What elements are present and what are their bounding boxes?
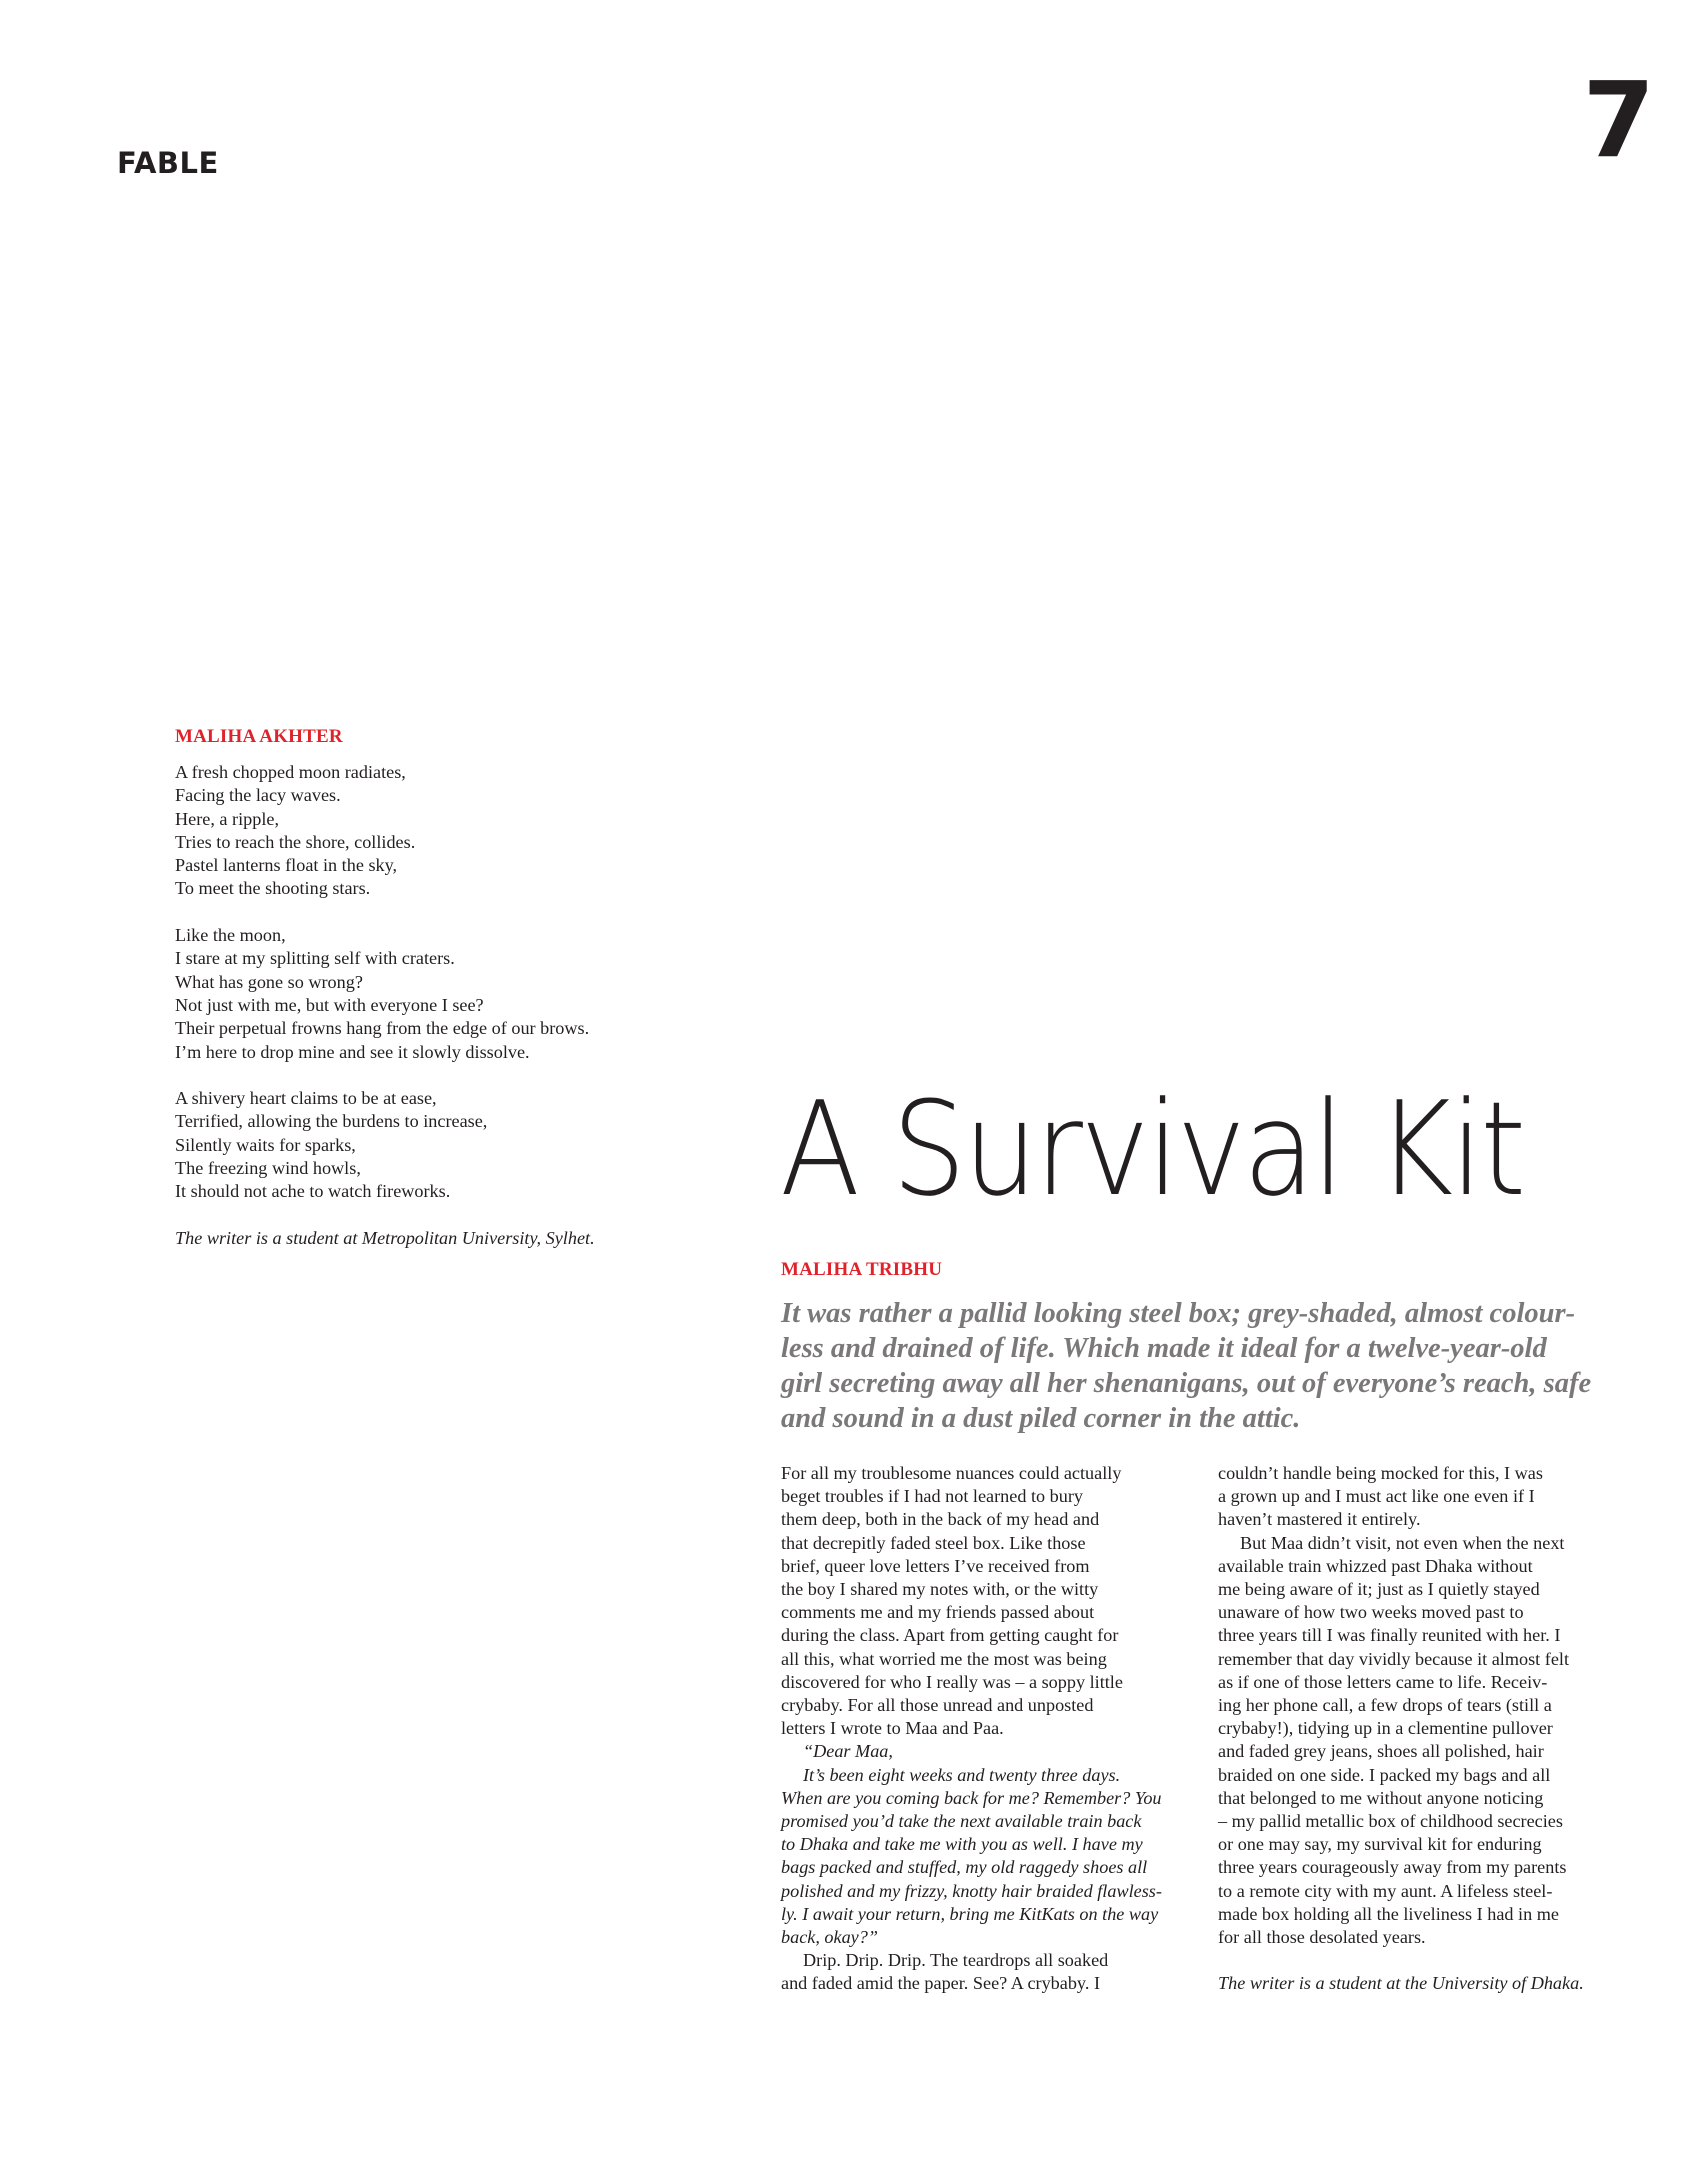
poem-line: Their perpetual frowns hang from the edge of our brows. xyxy=(175,1018,590,1039)
body-line: haven’t mastered it entirely. xyxy=(1218,1509,1421,1530)
body-line: for all those desolated years. xyxy=(1218,1927,1426,1948)
body-line: a grown up and I must act like one even if I xyxy=(1218,1486,1535,1507)
poem-line: Pastel lanterns float in the sky, xyxy=(175,855,398,876)
poem-line: Like the moon, xyxy=(175,925,286,946)
body-line: them deep, both in the back of my head and xyxy=(781,1509,1100,1530)
poem-author-note: The writer is a student at Metropolitan University, Sylhet. xyxy=(175,1227,595,1248)
body-line: comments me and my friends passed about xyxy=(781,1602,1095,1623)
poem-line: Silently waits for sparks, xyxy=(175,1134,356,1155)
body-line: braided on one side. I packed my bags and all xyxy=(1218,1764,1551,1785)
deck-line: and sound in a dust piled corner in the attic. xyxy=(781,1403,1301,1434)
body-line: But Maa didn’t visit, not even when the next xyxy=(1240,1532,1565,1553)
body-line: When are you coming back for me? Remember? You xyxy=(781,1787,1162,1808)
body-line: that decrepitly faded steel box. Like those xyxy=(781,1532,1086,1553)
deck-line: less and drained of life. Which made it ideal for a twelve-year-old xyxy=(781,1333,1547,1364)
body-line: and faded grey jeans, shoes all polished, hair xyxy=(1218,1741,1544,1762)
body-line: remember that day vividly because it almost felt xyxy=(1218,1648,1570,1669)
paragraph-gap xyxy=(1218,1949,1638,1972)
poem-line: Here, a ripple, xyxy=(175,808,280,829)
body-line: – my pallid metallic box of childhood secrecies xyxy=(1218,1811,1563,1832)
body-line: during the class. Apart from getting caught for xyxy=(781,1625,1119,1646)
body-line: polished and my frizzy, knotty hair braided flawless- xyxy=(781,1880,1162,1901)
body-line: me being aware of it; just as I quietly stayed xyxy=(1218,1579,1540,1600)
poem-line: To meet the shooting stars. xyxy=(175,878,371,899)
body-line: made box holding all the liveliness I had in me xyxy=(1218,1903,1559,1924)
body-line: promised you’d take the next available train back xyxy=(781,1811,1142,1832)
poem-body xyxy=(175,761,715,1204)
poem-author: MALIHA AKHTER xyxy=(175,726,343,747)
body-line: back, okay?” xyxy=(781,1927,878,1948)
body-line: For all my troublesome nuances could actually xyxy=(781,1463,1122,1483)
poem-line: Tries to reach the shore, collides. xyxy=(175,831,416,852)
body-line: discovered for who I really was – a soppy little xyxy=(781,1671,1123,1692)
body-line: or one may say, my survival kit for enduring xyxy=(1218,1834,1542,1855)
deck-line: girl secreting away all her shenanigans, out of everyone’s reach, safe xyxy=(781,1368,1592,1399)
story-deck xyxy=(781,1296,1641,1436)
poem-line: A fresh chopped moon radiates, xyxy=(175,762,406,782)
poem-line: I stare at my splitting self with craters. xyxy=(175,948,455,969)
story-column-1 xyxy=(781,1462,1191,1996)
body-line: the boy I shared my notes with, or the witty xyxy=(781,1579,1099,1600)
poem-stanza xyxy=(175,1087,715,1203)
body-line: “Dear Maa, xyxy=(803,1741,893,1762)
body-line: crybaby. For all those unread and unposted xyxy=(781,1695,1094,1716)
poem-stanza xyxy=(175,761,715,901)
body-line: bags packed and stuffed, my old raggedy shoes all xyxy=(781,1857,1148,1878)
body-line: beget troubles if I had not learned to bury xyxy=(781,1486,1084,1507)
body-line: ly. I await your return, bring me KitKats on the way xyxy=(781,1903,1159,1924)
poem-line: What has gone so wrong? xyxy=(175,971,363,992)
section-label: FABLE xyxy=(117,146,219,180)
story-author-note: The writer is a student at the University of Dhaka. xyxy=(1218,1973,1584,1994)
poem-line: I’m here to drop mine and see it slowly dissolve. xyxy=(175,1041,530,1062)
body-line: unaware of how two weeks moved past to xyxy=(1218,1602,1524,1623)
body-line: three years till I was finally reunited with her. I xyxy=(1218,1625,1561,1646)
body-line: Drip. Drip. Drip. The teardrops all soaked xyxy=(803,1950,1109,1971)
body-line: to a remote city with my aunt. A lifeless steel- xyxy=(1218,1880,1553,1901)
poem-line: Not just with me, but with everyone I see? xyxy=(175,994,484,1015)
body-line: all this, what worried me the most was being xyxy=(781,1648,1107,1669)
body-line: to Dhaka and take me with you as well. I have my xyxy=(781,1834,1143,1855)
poem xyxy=(175,724,715,1250)
body-line: crybaby!), tidying up in a clementine pullover xyxy=(1218,1718,1553,1739)
poem-stanza xyxy=(175,924,715,1064)
page-number: 7 xyxy=(1582,59,1655,181)
body-line: as if one of those letters came to life. Receiv- xyxy=(1218,1671,1548,1692)
deck-line: It was rather a pallid looking steel box; grey-shaded, almost colour- xyxy=(781,1298,1576,1329)
body-line: ing her phone call, a few drops of tears (still a xyxy=(1218,1695,1552,1716)
poem-line: A shivery heart claims to be at ease, xyxy=(175,1088,437,1109)
story-title: A Survival Kit xyxy=(780,1073,1524,1225)
body-line: brief, queer love letters I’ve received from xyxy=(781,1555,1090,1576)
body-line: letters I wrote to Maa and Paa. xyxy=(781,1718,1004,1739)
poem-line: Facing the lacy waves. xyxy=(175,785,341,806)
body-line: available train whizzed past Dhaka without xyxy=(1218,1555,1533,1576)
story-column-2 xyxy=(1218,1462,1638,1996)
body-line: and faded amid the paper. See? A crybaby. I xyxy=(781,1973,1100,1994)
story-author: MALIHA TRIBHU xyxy=(781,1259,943,1280)
poem-line: The freezing wind howls, xyxy=(175,1158,361,1179)
poem-line: It should not ache to watch fireworks. xyxy=(175,1181,451,1202)
body-line: that belonged to me without anyone noticing xyxy=(1218,1787,1544,1808)
body-line: three years courageously away from my parents xyxy=(1218,1857,1567,1878)
poem-line: Terrified, allowing the burdens to increase, xyxy=(175,1111,488,1132)
body-line: It’s been eight weeks and twenty three days. xyxy=(803,1764,1121,1785)
body-line: couldn’t handle being mocked for this, I was xyxy=(1218,1463,1543,1483)
